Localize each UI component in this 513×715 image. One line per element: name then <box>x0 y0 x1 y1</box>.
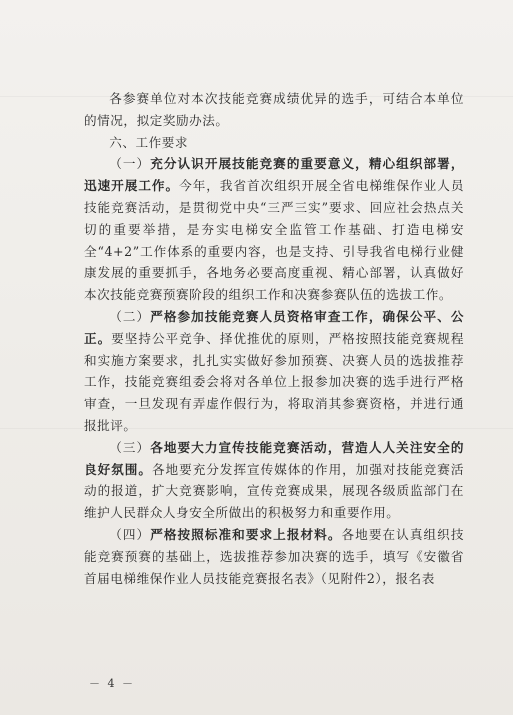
requirement-item-4 <box>84 524 464 589</box>
requirement-item-3 <box>84 437 464 524</box>
requirement-prefix-1: （一） <box>109 156 151 172</box>
requirement-item-1 <box>84 153 464 306</box>
requirement-lead-3: 各地要大力宣传技能竞赛活动，营造人人关注安全的良好氛围。 <box>84 439 464 477</box>
requirement-prefix-4: （四） <box>109 526 151 542</box>
document-content <box>84 88 464 589</box>
requirement-lead-1: 充分认识开展技能竞赛的重要意义，精心组织部署，迅速开展工作。 <box>84 156 464 194</box>
section-title: 六、工作要求 <box>109 134 189 150</box>
intro-paragraph: 各参赛单位对本次技能竞赛成绩优异的选手，可结合本单位的情况，拟定奖励办法。 <box>84 91 464 128</box>
requirement-lead-2: 严格参加技能竞赛人员资格审查工作，确保公平、公正。 <box>84 308 464 346</box>
requirement-body-2: 要坚持公平竞争、择优推优的原则，严格按照技能竞赛规程和实施方案要求，扎扎实实做好参加预赛、决赛人员的选拔推荐工作，技能竞赛组委会将对各单位上报参加决赛的选手进行严格审查，一旦发现有弄虚作假行为，将取消其参赛资格，并进行通报批评。 <box>84 330 464 433</box>
page-number: － 4 － <box>89 677 135 690</box>
requirement-prefix-3: （三） <box>109 439 151 455</box>
requirement-prefix-2: （二） <box>109 308 151 324</box>
requirement-body-3: 各地要充分发挥宣传媒体的作用，加强对技能竞赛活动的报道，扩大竞赛影响，宣传竞赛成果，展现各级质监部门在维护人民群众人身安全所做出的积极努力和重要作用。 <box>84 461 464 521</box>
requirement-item-2 <box>84 306 464 437</box>
requirement-body-4: 各地要在认真组织技能竞赛预赛的基础上，选拔推荐参加决赛的选手，填写《安徽省首届电梯维保作业人员技能竞赛报名表》（见附件2），报名表 <box>84 526 464 586</box>
requirement-body-1: 今年，我省首次组织开展全省电梯维保作业人员技能竞赛活动，是贯彻党中央“三严三实”要求、回应社会热点关切的重要举措，是夯实电梯安全监管工作基础、打造电梯安全“4+2”工作体系的重要内容，也是支持、引导我省电梯行业健康发展的重要抓手，各地务必要高度重视、精心部署，认真做好本次技能竞赛预赛阶段的组织工作和决赛参赛队伍的选拔工作。 <box>84 178 464 303</box>
requirement-lead-4: 严格按照标准和要求上报材料。 <box>150 526 342 542</box>
